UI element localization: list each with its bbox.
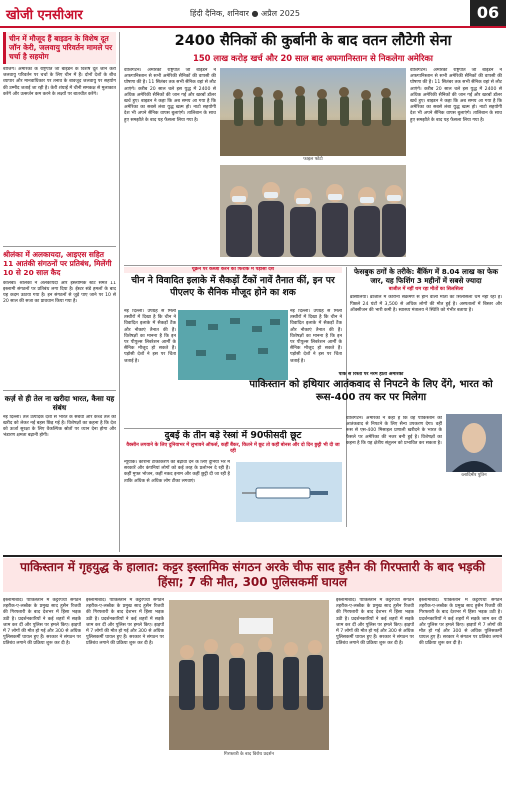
putin-photo bbox=[446, 414, 502, 472]
china-body-1: नई दिल्ली। उपग्रह से मिली तस्वीरों में दिखा है कि चीन ने विवादित इलाके में सैकड़ों टैंक और नौकाएं तैनात की हैं। विशेषज्ञों का मानना है कि इन पर पीपुल्स लिबरेशन आर्मी के सैनिक मौजूद हो सकते हैं। पड़ोसी देशों ने इस पर चिंता जताई है। bbox=[124, 309, 176, 364]
page-number: 06 bbox=[470, 0, 506, 26]
china-kicker: यूक्रेन पर कब्जा करने की फिराक में पड़ोसी देश bbox=[124, 267, 342, 273]
bottom-headline: पाकिस्तान में गृहयुद्ध के हालात: कट्टर इस्लामिक संगठन अरके चीफ साद हुसैन की गिरफ्तारी के बाद भड़की हिंसा; 7 की मौत, 300 पुलिसकर्मी घायल bbox=[3, 558, 502, 592]
left-headline-1: चीन में मौजूद हैं बाइडन के विशेष दूत जॉन केरी, जलवायु परिवर्तन मामले पर चर्चा है सहयोग bbox=[3, 32, 116, 64]
right-kicker-2: पाक से रिश्तों पर नरम होता अमेरिका bbox=[338, 372, 404, 377]
left-article-3: नई दिल्ली। तेल उत्पादक देशों से भारत के संबंधों और कच्चे तेल की खरीद को लेकर नई बहस छिड़ गई है। विशेषज्ञों का कहना है कि देश को ऊर्जा सुरक्षा के लिए वैकल्पिक स्रोतों पर ध्यान देना होगा और भंडारण क्षमता बढ़ानी होगी। bbox=[3, 414, 116, 439]
bottom-body-1: इस्लामाबाद। पाकिस्तान में कट्टरपंथी संगठन तहरीक-ए-लब्बैक के प्रमुख साद हुसैन रिजवी की गिरफ्तारी के बाद देशभर में हिंसा भड़क उठी है। प्रदर्शनकारियों ने कई शहरों में सड़कें जाम कर दीं और पुलिस पर हमले किए। झड़पों में 7 लोगों की मौत हो गई और 300 से अधिक पुलिसकर्मी घायल हुए हैं। सरकार ने संगठन पर प्रतिबंध लगाने की प्रक्रिया शुरू कर दी है। bbox=[3, 598, 81, 647]
lead-photo-caption: फाइल फोटो bbox=[303, 157, 323, 162]
left-article-1: बीजिंग। अमेरिका के राष्ट्रपति जो बाइडन के विशेष दूत जॉन केरी जलवायु परिवर्तन पर चर्चा के लिए चीन में हैं। दोनों देशों के बीच व्यापार और मानवाधिकार पर तनाव के बावजूद जलवायु पर सहयोग की उम्मीद जताई जा रही है। केरी शंघाई में चीनी समकक्ष से मुलाकात करेंगे और उत्सर्जन कम करने के लक्ष्यों पर बातचीत करेंगे। bbox=[3, 67, 116, 97]
issue-date: हिंदी दैनिक, शनिवार ● अप्रैल 2025 bbox=[190, 9, 300, 18]
divider-3 bbox=[3, 555, 502, 557]
left-headline-2: श्रीलंका में अलकायदा, आइएस सहित 11 आतंकी संगठनों पर प्रतिबंध, मिलेंगी 10 से 20 साल कैद bbox=[3, 246, 116, 278]
bottom-body-2: इस्लामाबाद। पाकिस्तान में कट्टरपंथी संगठन तहरीक-ए-लब्बैक के प्रमुख साद हुसैन रिजवी की गिरफ्तारी के बाद देशभर में हिंसा भड़क उठी है। प्रदर्शनकारियों ने कई शहरों में सड़कें जाम कर दीं और पुलिस पर हमले किए। झड़पों में 7 लोगों की मौत हो गई और 300 से अधिक पुलिसकर्मी घायल हुए हैं। सरकार ने संगठन पर प्रतिबंध लगाने की प्रक्रिया शुरू कर दी है। bbox=[86, 598, 164, 647]
dubai-headline: दुबई के तीन बड़े रेस्त्रां में 90फीसदी छूट bbox=[164, 430, 302, 441]
china-body-2: नई दिल्ली। उपग्रह से मिली तस्वीरों में दिखा है कि चीन ने विवादित इलाके में सैकड़ों टैंक और नौकाएं तैनात की हैं। विशेषज्ञों का मानना है कि इन पर पीपुल्स लिबरेशन आर्मी के सैनिक मौजूद हो सकते हैं। पड़ोसी देशों ने इस पर चिंता जताई है। bbox=[290, 309, 342, 364]
vaccine-body: न्यूयॉर्क। कोरोना टीकाकरण को बढ़ावा देने के लिए दुनिया भर में सरकारें और कंपनियां लोगों को कई तरह के प्रलोभन दे रही हैं। कहीं मुफ्त भोजन, कहीं नकद इनाम और कहीं छुट्टी दी जा रही है ताकि अधिक से अधिक लोग टीका लगवाएं। bbox=[124, 460, 230, 484]
putin-caption: व्लादिमीर पुतिन bbox=[461, 473, 487, 478]
lead-subheadline: 150 लाख करोड़ खर्च और 20 साल बाद अफगानिस्तान से निकलेगा अमेरिका bbox=[193, 53, 433, 63]
bottom-body-4: इस्लामाबाद। पाकिस्तान में कट्टरपंथी संगठन तहरीक-ए-लब्बैक के प्रमुख साद हुसैन रिजवी की गिरफ्तारी के बाद देशभर में हिंसा भड़क उठी है। प्रदर्शनकारियों ने कई शहरों में सड़कें जाम कर दीं और पुलिस पर हमले किए। झड़पों में 7 लोगों की मौत हो गई और 300 से अधिक पुलिसकर्मी घायल हुए हैं। सरकार ने संगठन पर प्रतिबंध लगाने की प्रक्रिया शुरू कर दी है। bbox=[419, 598, 502, 647]
divider-1 bbox=[124, 265, 502, 266]
china-headline: चीन ने विवादित इलाके में सैकड़ों टैंकों नावें तैनात कीं, इन पर पीएलए के सैनिक मौजूद होने का शक bbox=[131, 275, 335, 298]
tanks-satellite-photo bbox=[178, 310, 288, 380]
soldiers-illustration bbox=[220, 68, 406, 156]
crowd-illustration bbox=[220, 165, 406, 257]
masked-people-photo bbox=[220, 165, 406, 257]
lead-headline: 2400 सैनिकों की कुर्बानी के बाद वतन लौटेगी सेना bbox=[174, 33, 452, 49]
portrait-illustration bbox=[446, 414, 502, 472]
left-column bbox=[3, 32, 120, 552]
lead-body-right: वाशिंगटन। अमेरिकी राष्ट्रपति जो बाइडन ने अफगानिस्तान से सभी अमेरिकी सैनिकों की वापसी की घोषणा की है। 11 सितंबर तक सभी सैनिक वहां से लौट आएंगे। करीब 20 साल चले इस युद्ध में 2400 से अधिक अमेरिकी सैनिकों की जान गई और खरबों डॉलर खर्च हुए। बाइडन ने कहा कि अब समय आ गया है कि अमेरिका का सबसे लंबा युद्ध खत्म हो। नाटो सहयोगी देश भी अपने सैनिक वापस बुलाएंगे। तालिबान के साथ हुए समझौते के बाद यह फैसला लिया गया है। bbox=[410, 68, 502, 123]
protest-illustration bbox=[169, 600, 329, 750]
right-body-2: वाशिंगटन। अमेरिका ने कहा है कि वह पाकिस्तान को आतंकवाद से निपटने के लिए सैन्य उपकरण देगा। वहीं रूस से एस-400 मिसाइल प्रणाली खरीदने के भारत के फैसले पर अमेरिका की नजर बनी हुई है। विशेषज्ञों का कहना है कि यह क्षेत्रीय संतुलन को प्रभावित कर सकता है। bbox=[346, 416, 442, 446]
protest-photo bbox=[169, 600, 329, 750]
vaccine-headline: वैक्सीन लगवाने के लिए दुनियाभर में लुभावने ऑफर्स, कहीं बैंकर, कितने में छूट तो कहीं बोनस और दो दिन छुट्टी भी दी जा रही bbox=[126, 443, 340, 455]
right-headline-1: फेसबुक ठगों के तरीके: बैंकिंग में 8.04 लाख का फेक जार, यह फिशिंग 3 महीनों में सबसे ज्यादा bbox=[353, 267, 499, 285]
left-article-2: कोलंबो। श्रीलंका ने अलकायदा और इस्लामिक स्टेट समेत 11 इस्लामी संगठनों पर प्रतिबंध लगा दिया है। ईस्टर संडे हमलों के बाद यह कदम उठाया गया है। इन संगठनों से जुड़े पाए जाने पर 10 से 20 साल की सजा का प्रावधान किया गया है। bbox=[3, 280, 116, 305]
newspaper-brand: खोजी एनसीआर bbox=[6, 8, 83, 23]
protest-caption: गिरफ्तारी के बाद विरोध प्रदर्शन bbox=[224, 752, 274, 757]
right-headline-2: पाकिस्तान को हथियार आतंकवाद से निपटने के लिए देंगे, भारत को रूस-400 तय कर पर मिलेगा bbox=[249, 379, 493, 403]
satellite-illustration bbox=[178, 310, 288, 380]
bottom-body-3: इस्लामाबाद। पाकिस्तान में कट्टरपंथी संगठन तहरीक-ए-लब्बैक के प्रमुख साद हुसैन रिजवी की गिरफ्तारी के बाद देशभर में हिंसा भड़क उठी है। प्रदर्शनकारियों ने कई शहरों में सड़कें जाम कर दीं और पुलिस पर हमले किए। झड़पों में 7 लोगों की मौत हो गई और 300 से अधिक पुलिसकर्मी घायल हुए हैं। सरकार ने संगठन पर प्रतिबंध लगाने की प्रक्रिया शुरू कर दी है। bbox=[336, 598, 414, 647]
left-headline-3: कर्ज़ से ही तेल ना खरीदा भारत, कैसा यह संबंध bbox=[3, 390, 116, 412]
masthead bbox=[0, 0, 506, 28]
troops-photo bbox=[220, 68, 406, 156]
right-body-1: ब्रासीलिया। ब्राजील में कोरोना संक्रमण से होने वाली मौतों का सिलसिला थम नहीं रहा है। पिछले 24 घंटों में 3,500 से अधिक लोगों की मौत हुई है। अस्पतालों में बिस्तर और ऑक्सीजन की भारी कमी है। स्वास्थ्य मंत्रालय ने स्थिति को गंभीर बताया है। bbox=[350, 295, 502, 313]
lead-body-left: वाशिंगटन। अमेरिकी राष्ट्रपति जो बाइडन ने अफगानिस्तान से सभी अमेरिकी सैनिकों की वापसी की घोषणा की है। 11 सितंबर तक सभी सैनिक वहां से लौट आएंगे। करीब 20 साल चले इस युद्ध में 2400 से अधिक अमेरिकी सैनिकों की जान गई और खरबों डॉलर खर्च हुए। बाइडन ने कहा कि अब समय आ गया है कि अमेरिका का सबसे लंबा युद्ध खत्म हो। नाटो सहयोगी देश भी अपने सैनिक वापस बुलाएंगे। तालिबान के साथ हुए समझौते के बाद यह फैसला लिया गया है। bbox=[124, 68, 216, 123]
right-subhead-1: बाजील में नहीं थम रहा मौतों का सिलसिला bbox=[388, 287, 464, 292]
